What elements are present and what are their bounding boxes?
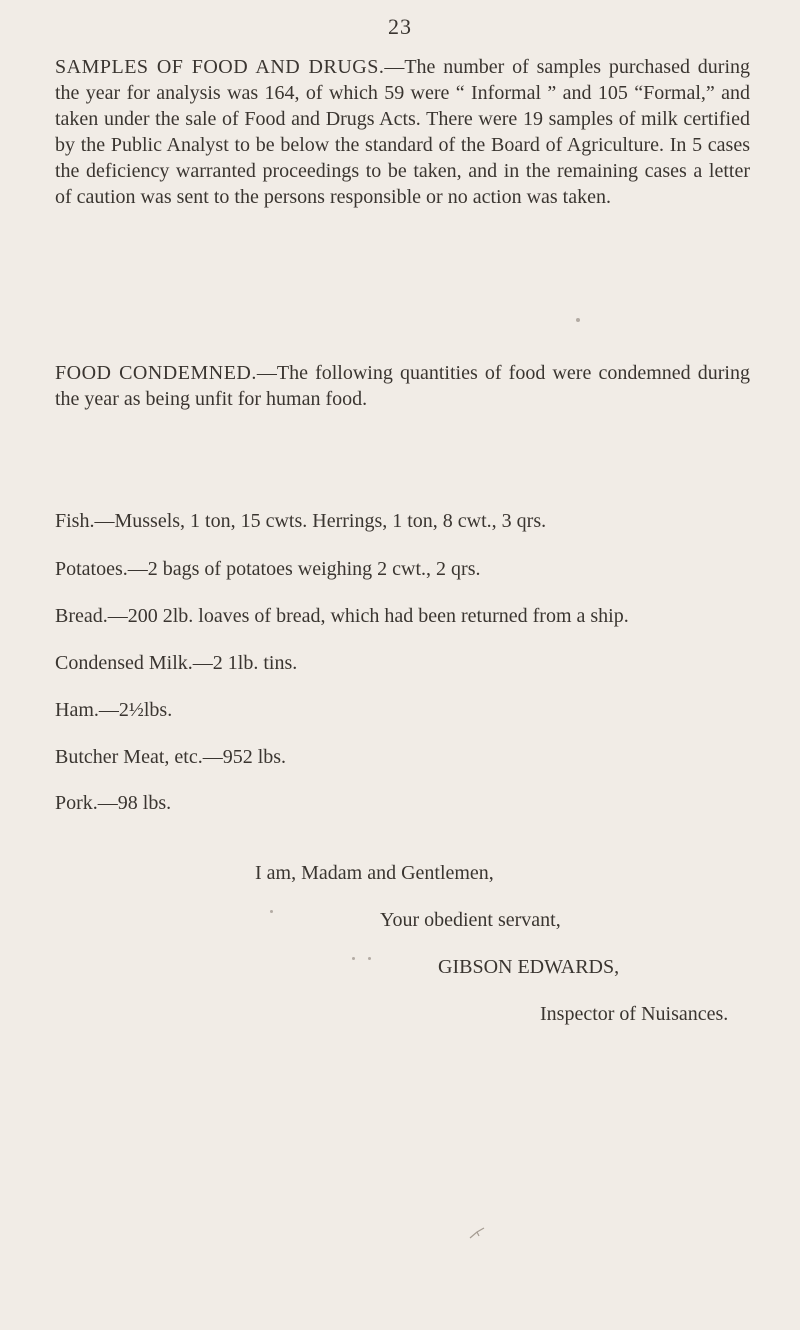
paper-speck	[368, 957, 371, 960]
paper-speck	[352, 957, 355, 960]
samples-body: —The number of samples purchased during the year for analysis was 164, of which 59 were “ Informal ” and 105 “Formal,” and taken under the sale of Food and Drugs Acts. There were 19 samples of milk certified by the Public Analyst to be below the standard of the Board of Agriculture. In 5 cases the deficiency warranted proceedings to be taken, and in the remaining cases a letter of caution was sent to the persons responsible or no action was taken.	[55, 56, 750, 208]
condemned-item-fish: Fish.—Mussels, 1 ton, 15 cwts. Herrings, 1 ton, 8 cwt., 3 qrs.	[55, 510, 547, 532]
condemned-item-bread: Bread.—200 2lb. loaves of bread, which had been returned from a ship.	[55, 605, 629, 627]
food-condemned-body: —The following quantities of food were condemned during the year as being unfit for human food.	[55, 362, 750, 410]
page-number: 23	[388, 14, 412, 39]
samples-heading: SAMPLES OF FOOD AND DRUGS.	[55, 56, 385, 78]
signature-name: GIBSON EDWARDS,	[438, 956, 620, 978]
signature-servant: Your obedient servant,	[380, 909, 561, 931]
condemned-item-ham: Ham.—2½lbs.	[55, 699, 173, 721]
paper-speck	[576, 318, 580, 322]
food-condemned-heading: FOOD CONDEMNED.	[55, 362, 257, 384]
samples-paragraph	[55, 54, 750, 210]
condemned-item-pork: Pork.—98 lbs.	[55, 792, 172, 814]
paper-speck	[270, 910, 273, 913]
food-condemned-paragraph	[55, 360, 750, 412]
pencil-mark	[468, 1226, 486, 1240]
condemned-item-condensed-milk: Condensed Milk.—2 1lb. tins.	[55, 652, 298, 674]
signature-closing: I am, Madam and Gentlemen,	[255, 862, 494, 884]
condemned-item-potatoes: Potatoes.—2 bags of potatoes weighing 2 cwt., 2 qrs.	[55, 558, 481, 580]
signature-title: Inspector of Nuisances.	[540, 1003, 729, 1025]
condemned-item-butcher-meat: Butcher Meat, etc.—952 lbs.	[55, 746, 287, 768]
